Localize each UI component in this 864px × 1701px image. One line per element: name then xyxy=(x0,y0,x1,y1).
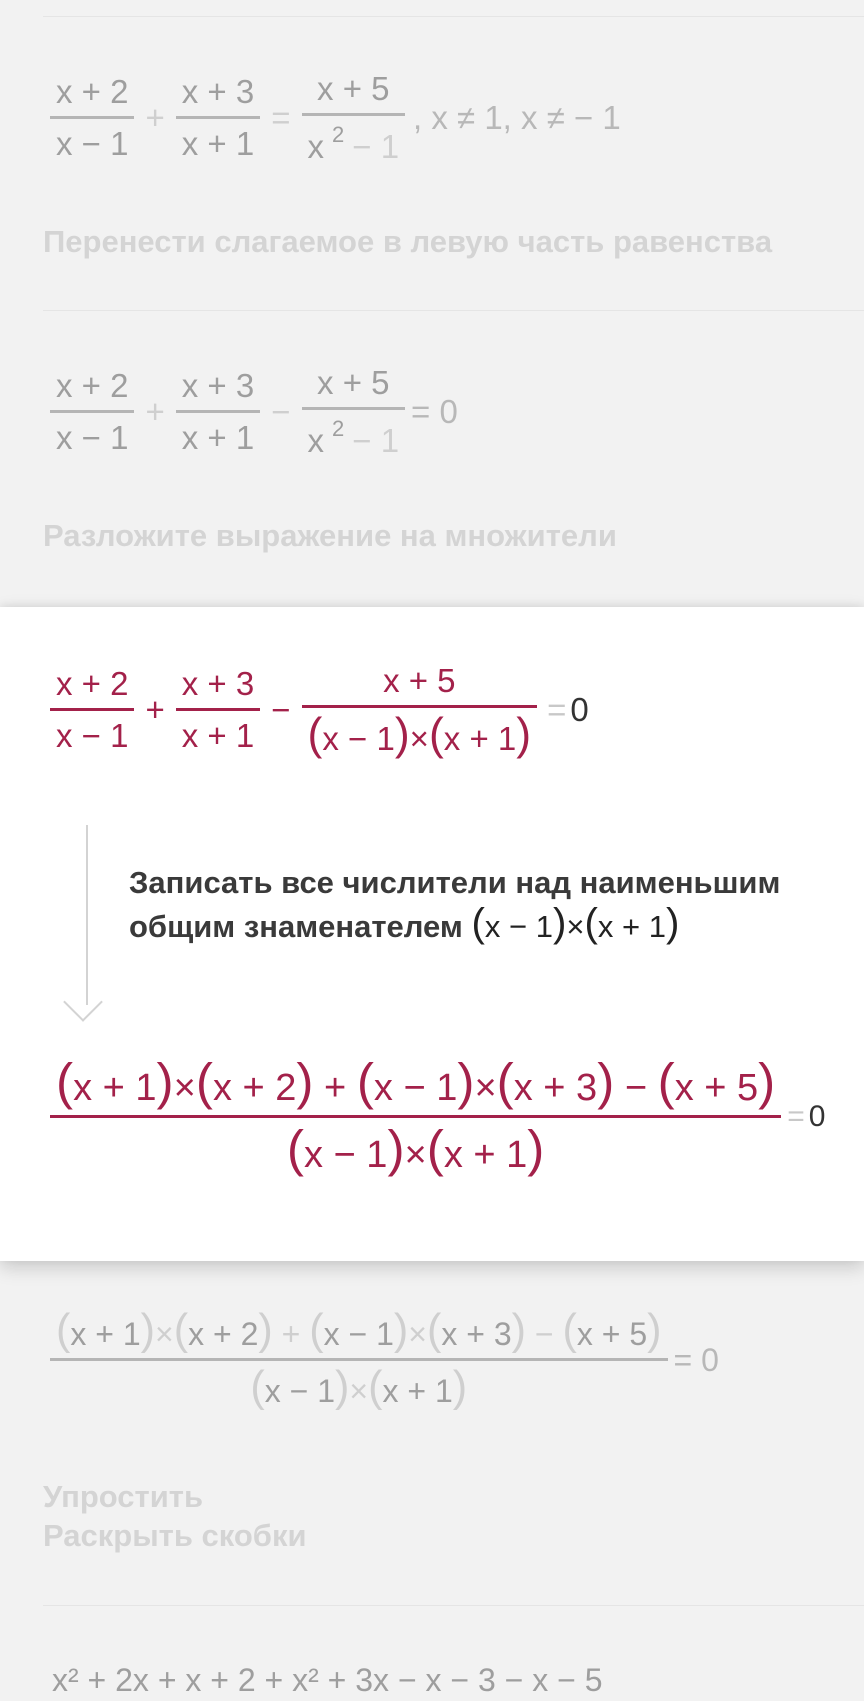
fraction-bar xyxy=(50,410,134,413)
down-arrow-icon xyxy=(63,982,103,1022)
factor: x + 5 xyxy=(674,1067,759,1109)
fraction-bar xyxy=(50,708,134,711)
factor: x + 1 xyxy=(443,1133,528,1176)
plus-operator: + xyxy=(281,1316,301,1352)
paren-close: ) xyxy=(452,1362,468,1411)
step3-equation[interactable] xyxy=(44,662,589,759)
explanation-line1: Записать все числители над наименьшим xyxy=(129,865,781,900)
fraction-bar xyxy=(302,113,406,116)
step3-result[interactable] xyxy=(44,1053,826,1178)
times-operator: × xyxy=(566,908,585,944)
numerator xyxy=(50,1306,668,1354)
minus-operator: − xyxy=(271,691,291,729)
paren-close: ) xyxy=(516,709,532,759)
times-operator: × xyxy=(155,1316,174,1352)
denominator xyxy=(302,709,538,759)
times-operator: × xyxy=(409,719,429,757)
fraction-bar xyxy=(50,116,134,119)
paren-open: ( xyxy=(426,1119,444,1177)
numerator: x + 5 xyxy=(317,70,390,107)
numerator: x + 3 xyxy=(181,367,255,404)
numerator xyxy=(50,1053,781,1111)
paren-open: ( xyxy=(356,1053,374,1110)
explanation-line2 xyxy=(129,899,849,948)
step2-hint: Разложите выражение на множители xyxy=(43,518,617,553)
fraction-bar xyxy=(176,410,260,413)
fraction-bar xyxy=(176,708,260,711)
equals-zero: = 0 xyxy=(673,1341,719,1378)
paren-open: ( xyxy=(426,1306,442,1354)
fraction xyxy=(50,367,134,458)
base: x xyxy=(307,127,324,165)
paren-close: ) xyxy=(140,1306,156,1354)
paren-close: ) xyxy=(647,1306,662,1354)
paren-open: ( xyxy=(56,1053,74,1110)
paren-open: ( xyxy=(286,1119,304,1177)
denominator: x + 1 xyxy=(181,124,255,162)
paren-open: ( xyxy=(584,899,598,945)
factor: x + 1 xyxy=(443,719,517,757)
times-operator: × xyxy=(173,1067,196,1109)
plus-operator: + xyxy=(145,99,165,137)
factor: x + 1 xyxy=(70,1316,141,1352)
plus-operator: + xyxy=(145,393,165,431)
fraction xyxy=(302,364,406,461)
paren-close: ) xyxy=(394,709,410,759)
factor: x + 2 xyxy=(188,1316,259,1352)
exponent: 2 xyxy=(332,121,345,147)
step5-equation[interactable] xyxy=(52,1662,603,1699)
equals-operator: = xyxy=(271,99,291,137)
expanded-expression: x² + 2x + x + 2 + x² + 3x − x − 3 − x − 5 xyxy=(52,1662,603,1698)
equals-zero: = 0 xyxy=(411,393,458,431)
paren-close: ) xyxy=(527,1119,545,1177)
denominator-tail: − 1 xyxy=(352,127,400,165)
step-arrow-line xyxy=(86,825,88,1005)
numerator: x + 2 xyxy=(56,73,129,110)
paren-close: ) xyxy=(258,1306,273,1354)
paren-close: ) xyxy=(511,1306,527,1354)
paren-open: ( xyxy=(657,1053,675,1110)
paren-open: ( xyxy=(496,1053,514,1110)
step4-hint xyxy=(43,1478,307,1556)
factor: x − 1 xyxy=(303,1133,388,1176)
factor: x + 1 xyxy=(382,1372,453,1409)
paren-close: ) xyxy=(457,1053,475,1110)
fraction xyxy=(50,1053,781,1178)
base: x xyxy=(307,421,324,459)
paren-close: ) xyxy=(758,1053,776,1110)
denominator: x − 1 xyxy=(56,716,129,754)
numerator: x + 5 xyxy=(317,364,390,401)
domain-condition: , x ≠ 1, x ≠ − 1 xyxy=(413,99,621,137)
fraction-bar xyxy=(50,1358,668,1361)
step-divider xyxy=(43,1605,864,1606)
times-operator: × xyxy=(404,1133,427,1176)
denominator-tail: − 1 xyxy=(352,421,400,459)
denominator xyxy=(281,1119,550,1178)
paren-close: ) xyxy=(552,899,567,945)
factor: x − 1 xyxy=(373,1067,458,1109)
paren-close: ) xyxy=(597,1053,615,1110)
denominator: x + 1 xyxy=(181,716,255,754)
minus-operator: − xyxy=(271,393,291,431)
times-operator: × xyxy=(474,1067,497,1109)
factor: x − 1 xyxy=(322,719,395,757)
active-step-card[interactable] xyxy=(0,607,864,1261)
top-divider xyxy=(43,16,864,17)
zero: 0 xyxy=(570,691,589,729)
fraction xyxy=(176,73,260,164)
times-operator: × xyxy=(408,1316,427,1352)
fraction xyxy=(176,367,260,458)
paren-close: ) xyxy=(296,1053,314,1110)
factor: x − 1 xyxy=(264,1372,336,1409)
paren-close: ) xyxy=(156,1053,174,1110)
paren-open: ( xyxy=(195,1053,213,1110)
paren-open: ( xyxy=(368,1362,383,1411)
paren-close: ) xyxy=(387,1119,405,1177)
numerator: x + 5 xyxy=(383,662,456,699)
paren-open: ( xyxy=(562,1306,577,1354)
step4-equation[interactable] xyxy=(44,1306,719,1411)
equals-operator: = xyxy=(787,1100,805,1134)
paren-open: ( xyxy=(250,1362,265,1411)
plus-operator: + xyxy=(324,1067,347,1109)
paren-open: ( xyxy=(428,709,444,759)
fraction-bar xyxy=(176,116,260,119)
fraction xyxy=(50,1306,668,1411)
numerator: x + 2 xyxy=(56,665,129,702)
step1-equation[interactable] xyxy=(44,70,621,167)
step1-hint: Перенести слагаемое в левую часть равенства xyxy=(43,224,773,259)
zero: 0 xyxy=(808,1100,826,1134)
equals-operator: = xyxy=(547,691,567,729)
explanation-text: общим знаменателем xyxy=(129,908,463,944)
paren-close: ) xyxy=(665,899,680,945)
fraction xyxy=(302,662,538,759)
denominator: x + 1 xyxy=(181,418,255,456)
factor: x + 1 xyxy=(597,908,666,944)
paren-open: ( xyxy=(471,899,485,945)
step2-equation[interactable] xyxy=(44,364,458,461)
factor: x + 3 xyxy=(441,1316,512,1352)
step-divider xyxy=(43,310,864,311)
paren-close: ) xyxy=(393,1306,409,1354)
fraction xyxy=(50,665,134,756)
step-explanation xyxy=(129,862,849,948)
denominator xyxy=(244,1362,473,1411)
paren-open: ( xyxy=(309,1306,324,1354)
hint-line1: Упростить xyxy=(43,1479,204,1514)
numerator: x + 3 xyxy=(181,665,255,702)
hint-line2: Раскрыть скобки xyxy=(43,1517,307,1553)
factor: x − 1 xyxy=(484,908,553,944)
factor: x + 2 xyxy=(212,1067,297,1109)
minus-operator: − xyxy=(534,1316,554,1352)
fraction-bar xyxy=(50,1115,781,1118)
paren-close: ) xyxy=(335,1362,350,1411)
fraction xyxy=(176,665,260,756)
denominator: x − 1 xyxy=(56,124,129,162)
fraction xyxy=(50,73,134,164)
numerator: x + 3 xyxy=(181,73,255,110)
plus-operator: + xyxy=(145,691,165,729)
denominator: x − 1 xyxy=(56,418,129,456)
factor: x + 3 xyxy=(513,1067,598,1109)
fraction xyxy=(302,70,406,167)
factor: x + 5 xyxy=(576,1316,648,1352)
factor: x − 1 xyxy=(323,1316,394,1352)
denominator xyxy=(302,416,406,461)
paren-open: ( xyxy=(56,1306,71,1354)
paren-open: ( xyxy=(173,1306,189,1354)
denominator xyxy=(302,122,406,167)
exponent: 2 xyxy=(332,415,345,441)
fraction-bar xyxy=(302,705,538,708)
factor: x + 1 xyxy=(73,1067,157,1109)
minus-operator: − xyxy=(624,1067,648,1109)
times-operator: × xyxy=(349,1372,369,1409)
numerator: x + 2 xyxy=(56,367,129,404)
paren-open: ( xyxy=(307,709,323,759)
fraction-bar xyxy=(302,407,406,410)
lcd-expression xyxy=(471,899,680,945)
